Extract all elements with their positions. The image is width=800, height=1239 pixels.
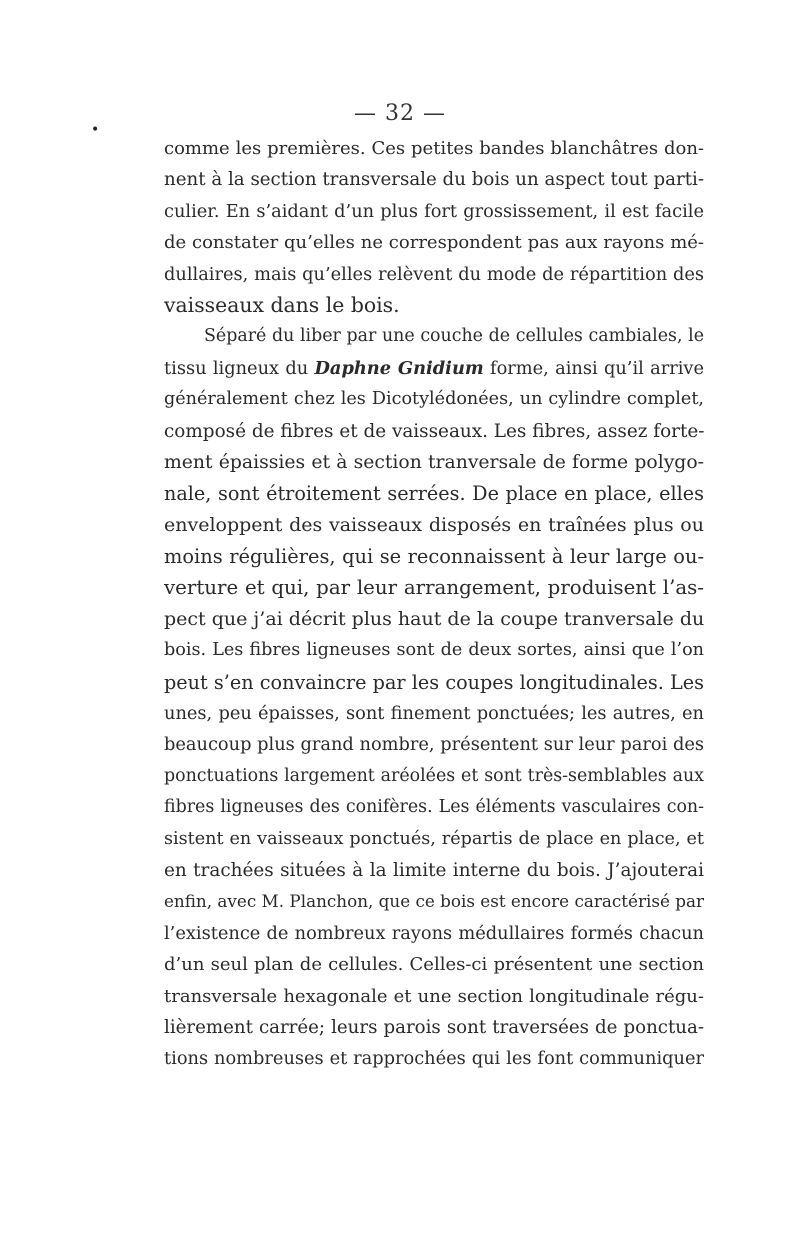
text-line: composé de fibres et de vaisseaux. Les fibres, assez forte- — [164, 420, 705, 442]
text-fragment: forme, ainsi qu’il arrive — [483, 357, 704, 379]
text-line: peut s’en convaincre par les coupes longitudinales. Les — [164, 670, 704, 694]
text-line: enfin, avec M. Planchon, que ce bois est encore caractérisé par — [164, 891, 704, 912]
text-line: tions nombreuses et rapprochées qui les font communiquer — [164, 1048, 704, 1070]
text-line: en trachées situées à la limite interne du bois. J’ajouterai — [164, 859, 704, 881]
text-line: bois. Les fibres ligneuses sont de deux sortes, ainsi que l’on — [164, 640, 704, 661]
text-line: beaucoup plus grand nombre, présentent sur leur paroi des — [164, 734, 704, 756]
text-line: ment épaissies et à section tranversale de forme polygo- — [164, 451, 704, 473]
text-line: verture et qui, par leur arrangement, produisent l’as- — [164, 576, 704, 600]
text-line: vaisseaux dans le bois. — [164, 292, 400, 317]
text-line: lièrement carrée; leurs parois sont traversées de ponctua- — [164, 1016, 704, 1038]
text-line: Séparé du liber par une couche de cellules cambiales, le — [204, 326, 704, 347]
text-line: dullaires, mais qu’elles relèvent du mode de répartition des — [164, 263, 704, 285]
text-line: transversale hexagonale et une section longitudinale régu- — [164, 985, 704, 1007]
text-line: unes, peu épaisses, sont finement ponctuées; les autres, en — [164, 703, 704, 725]
text-line: moins régulières, qui se reconnaissent à leur large ou- — [164, 545, 704, 569]
text-line: de constater qu’elles ne correspondent pas aux rayons mé- — [164, 232, 704, 254]
margin-mark: • — [91, 122, 100, 138]
text-line: l’existence de nombreux rayons médullaires formés chacun — [164, 922, 704, 944]
text-fragment: tissu ligneux du — [164, 357, 315, 379]
text-line: sistent en vaisseaux ponctués, répartis de place en place, et — [164, 828, 704, 849]
text-line: ponctuations largement aréolées et sont très-semblables aux — [164, 765, 704, 786]
text-line: culier. En s’aidant d’un plus fort grossissement, il est facile — [164, 200, 704, 222]
text-line: nent à la section transversale du bois un aspect tout parti- — [164, 169, 704, 191]
page-number: — 32 — — [354, 101, 446, 126]
body-text — [164, 133, 704, 1075]
text-line: fibres ligneuses des conifères. Les éléments vasculaires con- — [164, 797, 704, 818]
text-line-with-species — [164, 353, 704, 384]
text-line: enveloppent des vaisseaux disposés en traînées plus ou — [164, 513, 704, 536]
text-line: pect que j’ai décrit plus haut de la coupe tranversale du — [164, 607, 705, 630]
text-line: comme les premières. Ces petites bandes blanchâtres don- — [164, 138, 704, 159]
text-line: généralement chez les Dicotylédonées, un cylindre complet, — [164, 389, 704, 410]
text-line: d’un seul plan de cellules. Celles-ci présentent une section — [164, 954, 704, 976]
text-line: nale, sont étroitement serrées. De place en place, elles — [164, 482, 704, 506]
species-name: Daphne Gnidium — [314, 357, 484, 379]
